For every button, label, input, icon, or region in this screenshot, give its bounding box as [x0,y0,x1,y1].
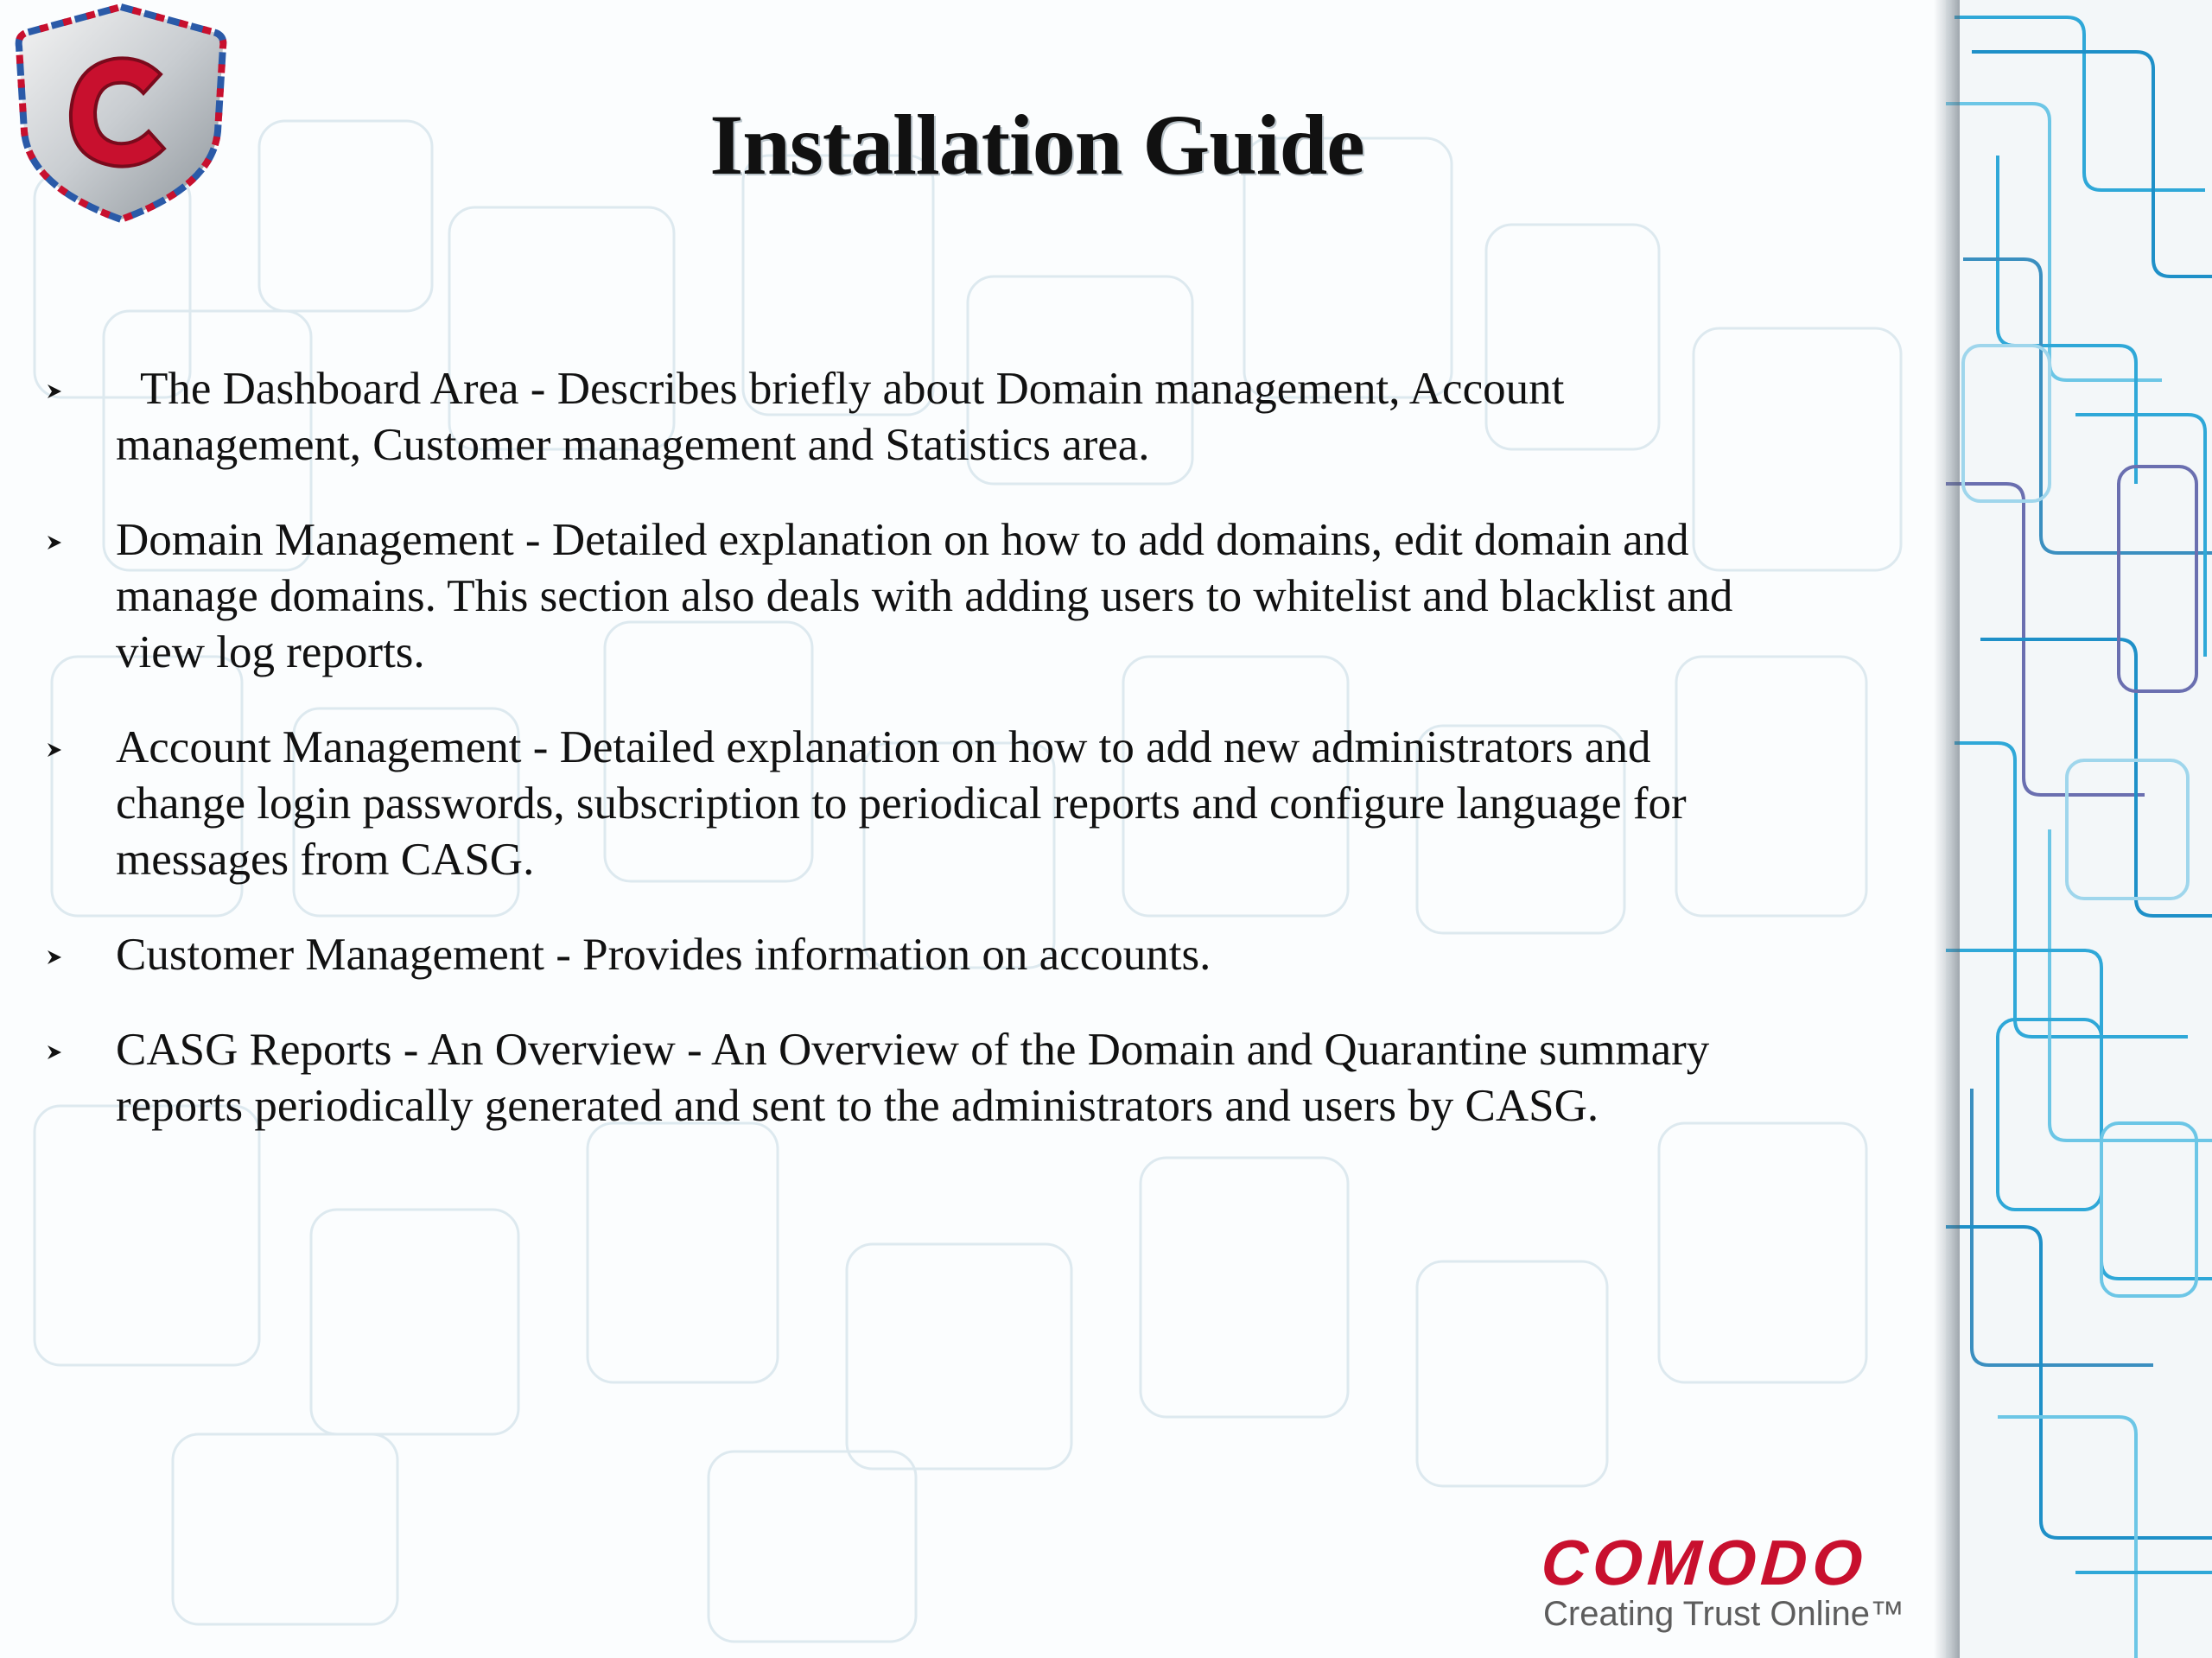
slide-title: Installation Guide [709,97,1364,193]
bullet-text-line: view log reports. [116,627,425,677]
bullet-text-line: The Dashboard Area - Describes briefly about Domain management, Account [140,364,1565,414]
list-item [41,927,1916,983]
bullet-list [41,361,1916,1173]
comodo-shield-logo [12,2,230,225]
list-item [41,1022,1916,1134]
arrowhead-bullet-icon [45,740,64,759]
bullet-text-line: Account Management - Detailed explanation on how to add new administrators and [116,722,1651,772]
bullet-text-line: CASG Reports - An Overview - An Overview of the Domain and Quarantine summary [116,1025,1710,1075]
list-item [41,512,1916,681]
bullet-text-line: change login passwords, subscription to periodical reports and configure language for [116,778,1687,829]
bullet-text-line: reports periodically generated and sent to the administrators and users by CASG. [116,1081,1599,1131]
comodo-wordmark: COMODO [1539,1527,1871,1598]
right-panel-shadow [1934,0,1960,1658]
bullet-text-line: Customer Management - Provides information on accounts. [116,930,1211,980]
list-item [41,720,1916,888]
bullet-text-line: management, Customer management and Statistics area. [116,420,1150,470]
arrowhead-bullet-icon [45,533,64,552]
bullet-text-line: manage domains. This section also deals with adding users to whitelist and blacklist and [116,571,1733,621]
arrowhead-bullet-icon [45,382,64,401]
bullet-text-line: messages from CASG. [116,835,535,885]
right-decor-panel [1946,0,2212,1658]
list-item [41,361,1916,473]
arrowhead-bullet-icon [45,1043,64,1062]
arrowhead-bullet-icon [45,948,64,967]
decor-lines [1946,0,2212,1658]
brand-tagline: Creating Trust Online™ [1543,1595,1904,1633]
bullet-text-line: Domain Management - Detailed explanation on how to add domains, edit domain and [116,515,1689,565]
